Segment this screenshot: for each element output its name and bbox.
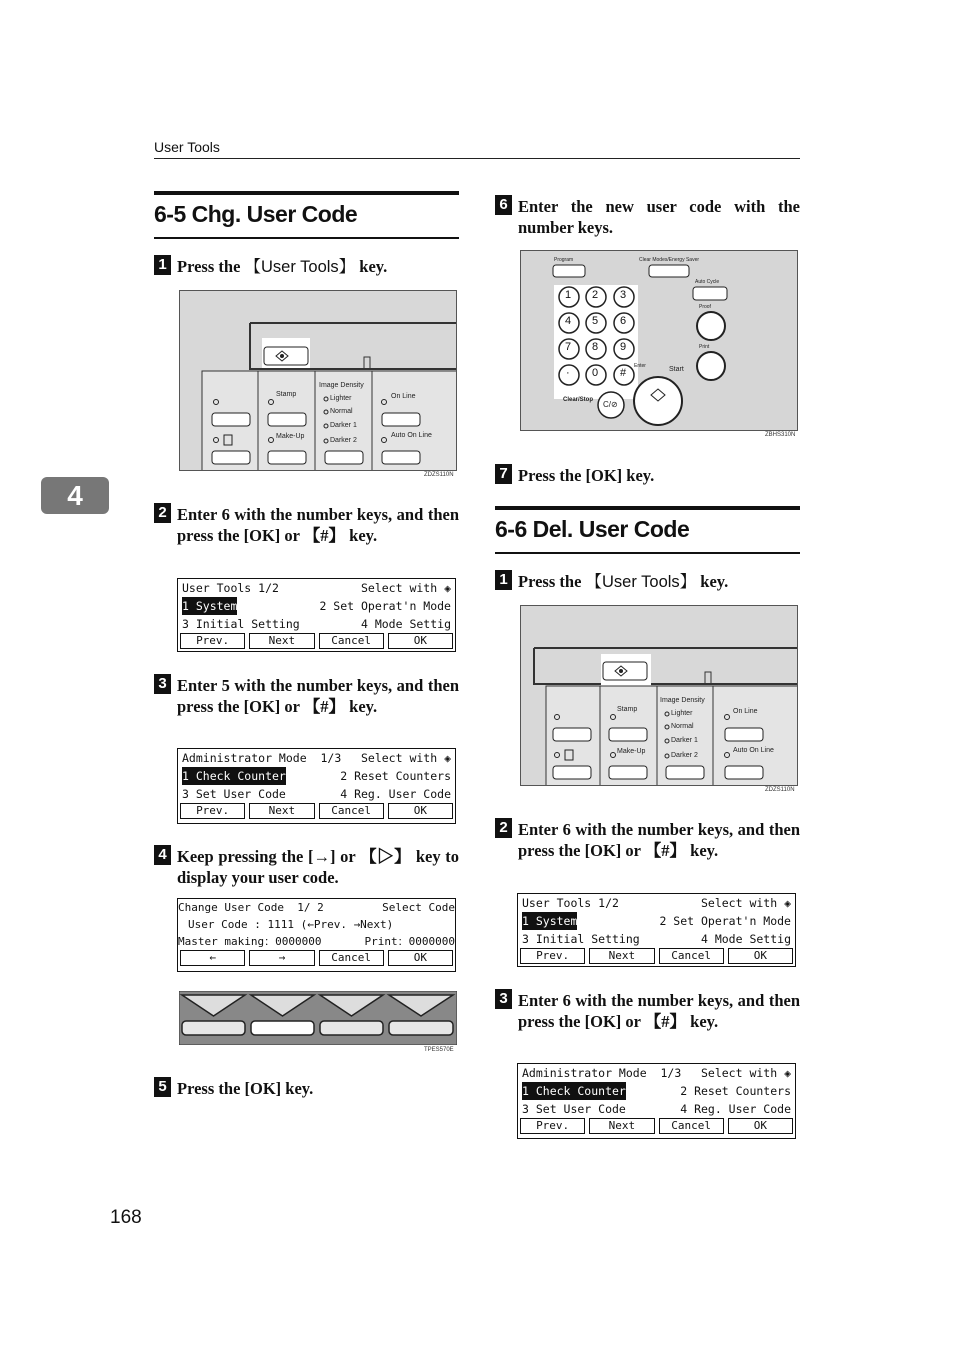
key-5: 5 xyxy=(592,315,599,327)
step-5 xyxy=(154,1078,459,1099)
control-panel-illustration xyxy=(520,605,798,786)
section-title-6-5: 6-5 Chg. User Code xyxy=(154,201,358,227)
step-number: 6 xyxy=(495,195,512,215)
key-0: 0 xyxy=(592,367,599,379)
program-label: Program xyxy=(554,257,574,263)
image-density-label: Image Density xyxy=(319,382,364,389)
image-density-label: Image Density xyxy=(660,697,705,704)
prev-button: Prev. xyxy=(520,948,585,964)
step-7 xyxy=(495,465,800,486)
left-arrow-button: ← xyxy=(180,950,245,966)
key-8: 8 xyxy=(592,341,599,353)
ok-button: OK xyxy=(728,1118,793,1134)
cancel-button: Cancel xyxy=(659,948,724,964)
section-title-6-6: 6-6 Del. User Code xyxy=(495,516,690,542)
control-panel-illustration xyxy=(179,290,457,471)
step-1: 1 Press the 【User Tools】 key. xyxy=(154,256,459,278)
key-2: 2 xyxy=(592,289,599,301)
step-number: 1 xyxy=(154,255,171,275)
lighter-label: Lighter xyxy=(671,710,693,717)
start-label: Start xyxy=(669,366,684,373)
ok-button: OK xyxy=(728,948,793,964)
makeup-label: Make-Up xyxy=(276,433,305,440)
prev-button: Prev. xyxy=(520,1118,585,1134)
step-text: Enter 6 with the number keys, and then press the [OK] or 【#】 key. xyxy=(177,505,459,545)
selected-item: 1 Check Counter xyxy=(522,1084,626,1098)
step-text: Enter the new user code with the number keys. xyxy=(518,197,800,237)
key-6: 6 xyxy=(620,315,627,327)
cancel-button: Cancel xyxy=(659,1118,724,1134)
chapter-tab: 4 xyxy=(41,477,109,514)
prev-button: Prev. xyxy=(180,633,245,649)
step-number: 1 xyxy=(495,570,512,590)
section-top-rule xyxy=(154,191,459,195)
next-button: Next xyxy=(249,803,314,819)
key-4: 4 xyxy=(565,315,572,327)
figure-code: ZDZS110N xyxy=(424,472,454,478)
selected-item: 1 System xyxy=(522,914,578,928)
step-text: Press the [OK] key. xyxy=(177,1079,314,1098)
step-4 xyxy=(154,846,459,888)
normal-label: Normal xyxy=(330,408,353,415)
step-text: Enter 5 with the number keys, and then press the [OK] or 【#】 key. xyxy=(177,676,459,716)
step-text: Enter 6 with the number keys, and then press the [OK] or 【#】 key. xyxy=(518,820,800,860)
section-bottom-rule xyxy=(495,552,800,554)
page-number: 168 xyxy=(110,1207,142,1228)
step-text: Press the [OK] key. xyxy=(518,466,655,485)
number-keys-illustration xyxy=(520,250,798,431)
key-dot: · xyxy=(566,367,570,379)
lcd-change-user-code: Change User Code 1/ 2 Select Code User Code : 1111 (←Prev. →Next) Master making：0000000 Print：0000000 ← → Cancel OK xyxy=(177,898,456,972)
next-button: Next xyxy=(589,1118,654,1134)
figure-code: ZBHS310N xyxy=(765,432,796,438)
ok-button: OK xyxy=(388,950,453,966)
ok-button: OK xyxy=(388,633,453,649)
step-6 xyxy=(495,196,800,238)
stamp-label: Stamp xyxy=(617,706,638,713)
key-9: 9 xyxy=(620,341,627,353)
step-3 xyxy=(495,990,800,1032)
step-text: Keep pressing the [→] or 【▷】 key to display your user code. xyxy=(177,847,459,887)
selected-item: 1 Check Counter xyxy=(182,769,286,783)
cancel-button: Cancel xyxy=(319,803,384,819)
step-number: 2 xyxy=(495,818,512,838)
darker2-label: Darker 2 xyxy=(330,437,357,444)
auto-online-label: Auto On Line xyxy=(733,747,774,754)
online-label: On Line xyxy=(733,708,758,715)
key-3: 3 xyxy=(620,289,627,301)
step-number: 3 xyxy=(495,989,512,1009)
step-number: 3 xyxy=(154,674,171,694)
figure-code: ZDZS110N xyxy=(765,787,795,793)
enter-label: Enter xyxy=(634,363,646,369)
online-label: On Line xyxy=(391,393,416,400)
user-tools-key-label: 【User Tools】 xyxy=(585,573,697,591)
ok-button: OK xyxy=(388,803,453,819)
normal-label: Normal xyxy=(671,723,694,730)
selected-item: 1 System xyxy=(182,599,238,613)
right-arrow-button: → xyxy=(249,950,314,966)
stamp-label: Stamp xyxy=(276,391,297,398)
header-rule xyxy=(154,158,800,159)
cancel-button: Cancel xyxy=(319,950,384,966)
running-header: User Tools xyxy=(154,139,220,155)
section-top-rule xyxy=(495,506,800,510)
step-2 xyxy=(154,504,459,546)
lcd-administrator-mode: Administrator Mode 1/3 Select with ◈ 1 Check Counter 2 Reset Counters 3 Set User Code 4 Reg. User Code Prev. Next Cancel OK xyxy=(517,1063,796,1139)
key-hash: # xyxy=(620,367,627,379)
lcd-user-tools: User Tools 1/2 Select with ◈ 1 System 2 Set Operat'n Mode 3 Initial Setting 4 Mode Settig Prev. Next Cancel OK xyxy=(517,893,796,967)
prev-button: Prev. xyxy=(180,803,245,819)
lighter-label: Lighter xyxy=(330,395,352,402)
step-text: Enter 6 with the number keys, and then press the [OK] or 【#】 key. xyxy=(518,991,800,1031)
clear-stop-label: Clear/Stop xyxy=(563,397,594,403)
step-number: 2 xyxy=(154,503,171,523)
darker2-label: Darker 2 xyxy=(671,752,698,759)
darker1-label: Darker 1 xyxy=(671,737,698,744)
proof-label: Proof xyxy=(699,304,711,310)
figure-code: TPES570E xyxy=(424,1047,454,1053)
step-number: 7 xyxy=(495,464,512,484)
print-label: Print xyxy=(699,344,710,350)
auto-cycle-label: Auto Cycle xyxy=(695,279,720,285)
darker1-label: Darker 1 xyxy=(330,422,357,429)
lcd-administrator-mode: Administrator Mode 1/3 Select with ◈ 1 Check Counter 2 Reset Counters 3 Set User Code 4 Reg. User Code Prev. Next Cancel OK xyxy=(177,748,456,824)
step-3 xyxy=(154,675,459,717)
step-number: 4 xyxy=(154,845,171,865)
clear-modes-label: Clear Modes/Energy Saver xyxy=(639,257,700,263)
makeup-label: Make-Up xyxy=(617,748,646,755)
key-1: 1 xyxy=(565,289,572,301)
selection-keys-illustration xyxy=(179,991,457,1045)
clear-stop-key: C/⊘ xyxy=(603,400,618,409)
step-1: 1 Press the 【User Tools】 key. xyxy=(495,571,800,593)
next-button: Next xyxy=(589,948,654,964)
key-7: 7 xyxy=(565,341,572,353)
next-button: Next xyxy=(249,633,314,649)
auto-online-label: Auto On Line xyxy=(391,432,432,439)
cancel-button: Cancel xyxy=(319,633,384,649)
lcd-user-tools: User Tools 1/2 Select with ◈ 1 System 2 Set Operat'n Mode 3 Initial Setting 4 Mode Settig Prev. Next Cancel OK xyxy=(177,578,456,652)
step-2 xyxy=(495,819,800,861)
step-number: 5 xyxy=(154,1077,171,1097)
section-bottom-rule xyxy=(154,237,459,239)
user-tools-key-label: 【User Tools】 xyxy=(244,258,356,276)
